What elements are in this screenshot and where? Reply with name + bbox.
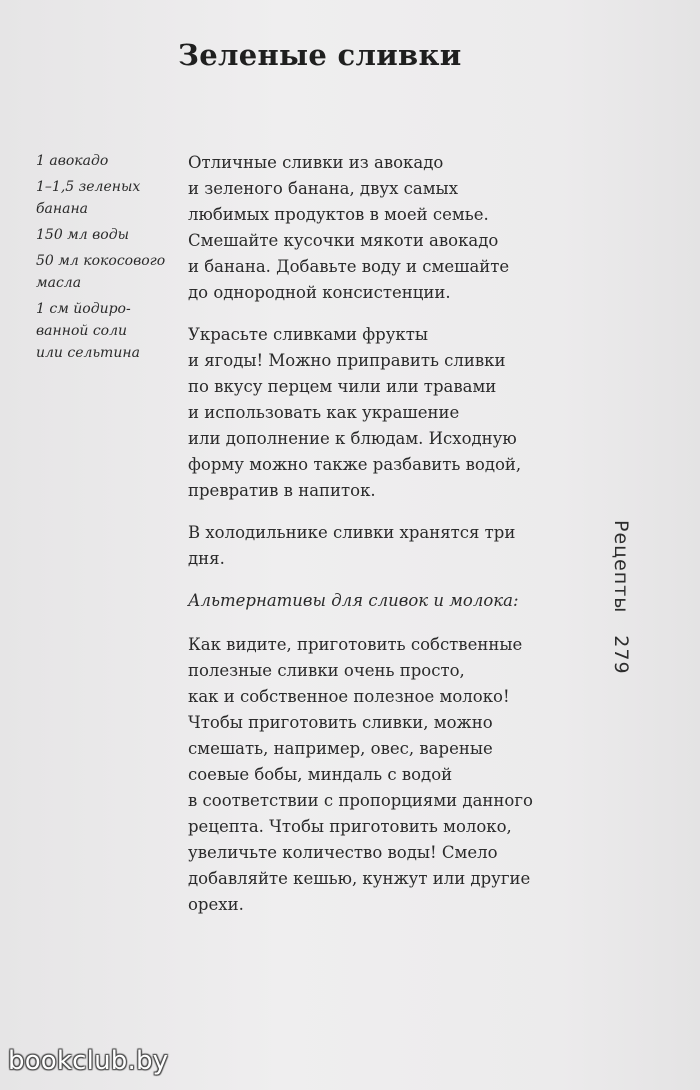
ingredient-line: 1 авокадо: [36, 153, 109, 169]
running-head-text: [610, 520, 632, 675]
paragraph-line: любимых продуктов в моей семье.: [188, 205, 489, 224]
paragraph-line: форму можно также разбавить водой,: [188, 455, 522, 474]
ingredient-line: масла: [36, 275, 82, 291]
paragraph-line: по вкусу перцем чили или травами: [188, 377, 497, 396]
paragraph-line: Чтобы приготовить сливки, можно: [188, 713, 493, 732]
ingredient-item: [36, 150, 186, 172]
page-number: 279: [610, 635, 632, 675]
paragraph-line: и зеленого банана, двух самых: [188, 179, 458, 198]
paragraph: [188, 322, 598, 504]
site-watermark: bookclub.by: [8, 1046, 169, 1076]
paragraph-line: добавляйте кешью, кунжут или другие: [188, 869, 531, 888]
ingredient-item: [36, 250, 186, 294]
paragraph-line: В холодильнике сливки хранятся три: [188, 523, 516, 542]
alternatives-subheading: Альтернативы для сливок и молока:: [188, 591, 519, 610]
recipe-title: Зеленые сливки: [178, 38, 462, 72]
paragraph-line: превратив в напиток.: [188, 481, 376, 500]
paragraph-line: Отличные сливки из авокадо: [188, 153, 444, 172]
paragraph-line: и ягоды! Можно приправить сливки: [188, 351, 506, 370]
paragraph-line: в соответствии с пропорциями данного: [188, 791, 533, 810]
paragraph: [188, 150, 598, 306]
paragraph-line: как и собственное полезное молоко!: [188, 687, 510, 706]
recipe-body: [188, 150, 598, 934]
paragraph-line: и банана. Добавьте воду и смешайте: [188, 257, 510, 276]
ingredient-item: [36, 298, 186, 364]
ingredient-line: 1 см йодиро-: [36, 301, 131, 317]
recipe-paragraphs: [188, 150, 598, 572]
ingredient-line: 50 мл кокосового: [36, 253, 166, 269]
paragraph-line: смешать, например, овес, вареные: [188, 739, 493, 758]
paragraph-line: Как видите, приготовить собственные: [188, 635, 523, 654]
paragraph-line: рецепта. Чтобы приготовить молоко,: [188, 817, 512, 836]
paragraph-line: полезные сливки очень просто,: [188, 661, 465, 680]
paragraph-line: увеличьте количество воды! Смело: [188, 843, 498, 862]
ingredient-item: [36, 224, 186, 246]
paragraph-line: дня.: [188, 549, 225, 568]
paragraph-line: и использовать как украшение: [188, 403, 460, 422]
alternatives-paragraph: [188, 632, 598, 918]
paragraph-line: до однородной консистенции.: [188, 283, 451, 302]
paragraph-line: или дополнение к блюдам. Исходную: [188, 429, 517, 448]
ingredient-line: или сельтина: [36, 345, 140, 361]
paragraph-line: Смешайте кусочки мякоти авокадо: [188, 231, 499, 250]
paragraph-line: соевые бобы, миндаль с водой: [188, 765, 453, 784]
paragraph: [188, 520, 598, 572]
ingredient-line: банана: [36, 201, 89, 217]
paragraph-line: Украсьте сливками фрукты: [188, 325, 428, 344]
ingredient-line: 150 мл воды: [36, 227, 129, 243]
ingredient-item: [36, 176, 186, 220]
ingredients-list: [36, 150, 186, 368]
ingredient-line: ванной соли: [36, 323, 128, 339]
section-name: Рецепты: [610, 520, 632, 614]
paragraph-line: орехи.: [188, 895, 244, 914]
ingredient-line: 1–1,5 зеленых: [36, 179, 141, 195]
